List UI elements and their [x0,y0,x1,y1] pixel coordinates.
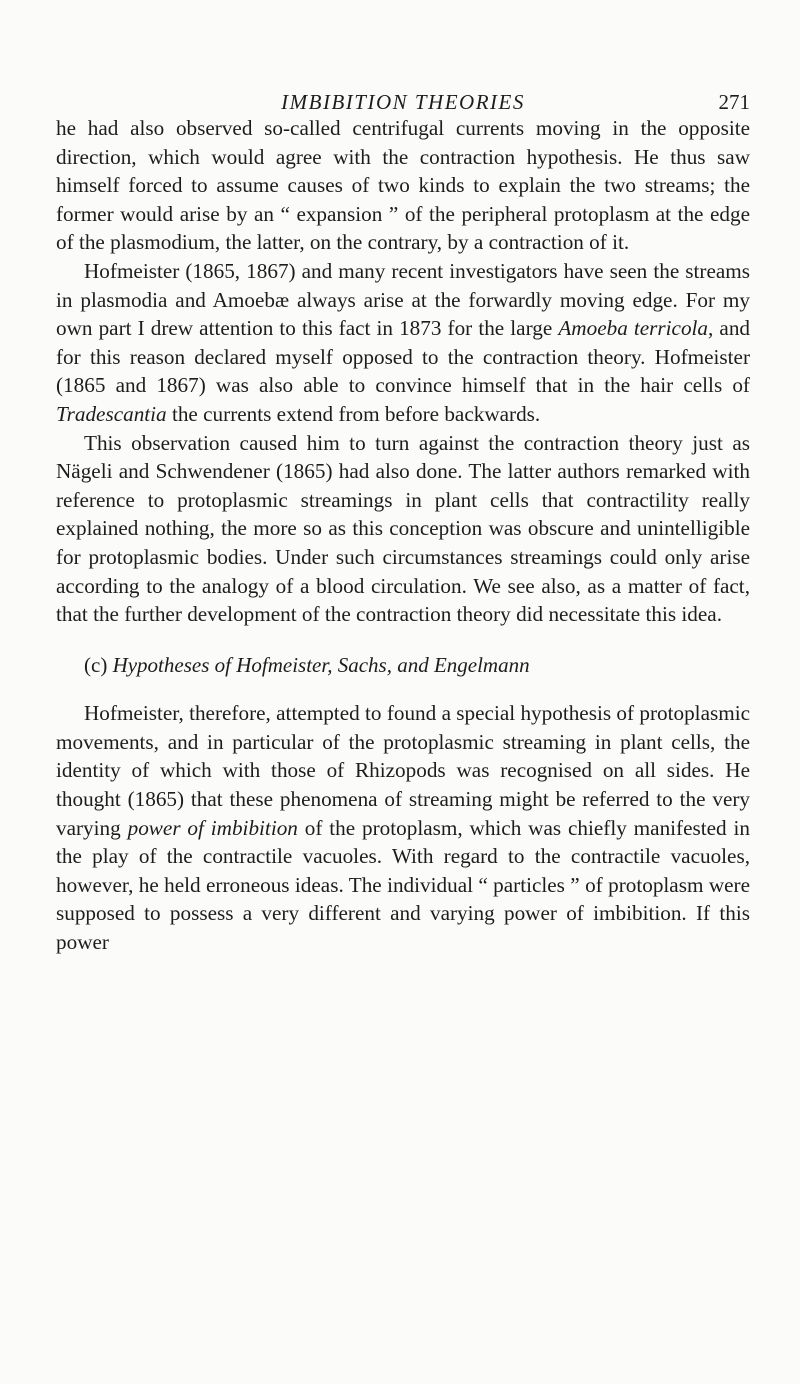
page-number: 271 [718,90,750,114]
body-text [56,114,750,957]
text-segment: Hofmeister (1865, 1867) and many recent investigators have seen the streams in plasmodia and Amoebæ always arise at the forwardly moving edge. For my own part I drew attention to this fact in 1873 for the large [56,258,750,341]
running-title: IMBIBITION THEORIES [281,90,525,114]
species-name-amoeba: Amoeba terricola, [558,316,714,341]
paragraph-contraction-theory [56,429,750,629]
section-title: Hypotheses of Hofmeister, Sachs, and Engelmann [112,652,530,677]
paragraph-hofmeister-observations [56,257,750,429]
text-segment: of the protoplasm, which was chiefly manifested in the play of the contractile vacuoles. With regard to the contractile vacuoles, however, he held erroneous ideas. The individual “ particles ” of protoplasm were supposed to possess a very different and varying power of imbibition. If this power [56,815,750,955]
section-heading [56,651,750,680]
genus-name-tradescantia: Tradescantia [56,401,167,426]
text-segment: the currents extend from before backwards. [166,401,541,426]
book-page [56,90,750,1330]
text-segment: This observation caused him to turn against the contraction theory just as Nägeli and Schwendener (1865) had also done. The latter authors remarked with reference to protoplasmic streamings in plant cells that contractility really explained nothing, the more so as this conception was obscure and unintelligible for protoplasmic bodies. Under such circumstances streamings could only arise according to the analogy of a blood circulation. We see also, as a matter of fact, that the further development of the contraction theory did necessitate this idea. [56,430,750,627]
paragraph-imbibition-hypothesis [56,699,750,956]
paragraph-continuation [56,114,750,257]
text-segment: and for this reason declared myself opposed to the contraction theory. Hofmeister (1865 and 1867) was also able to convince himself that in the hair cells of [56,316,751,398]
text-segment: he had also observed so-called centrifugal currents moving in the opposite direction, which would agree with the contraction hypothesis. He thus saw himself forced to assume causes of two kinds to explain the two streams; the former would arise by an “ expansion ” of the peripheral protoplasm at the edge of the plasmodium, the latter, on the contrary, by a contraction of it. [56,116,750,255]
text-segment: Hofmeister, therefore, attempted to found a special hypothesis of protoplasmic movements, and in particular of the protoplasmic streaming in plant cells, the identity of which with those of Rhizopods was recognised on all sides. He thought (1865) that these phenomena of streaming might be referred to the very varying [56,701,750,840]
emphasis-power-of-imbibition: power of imbibition [127,815,298,840]
section-label: (c) [84,652,108,677]
